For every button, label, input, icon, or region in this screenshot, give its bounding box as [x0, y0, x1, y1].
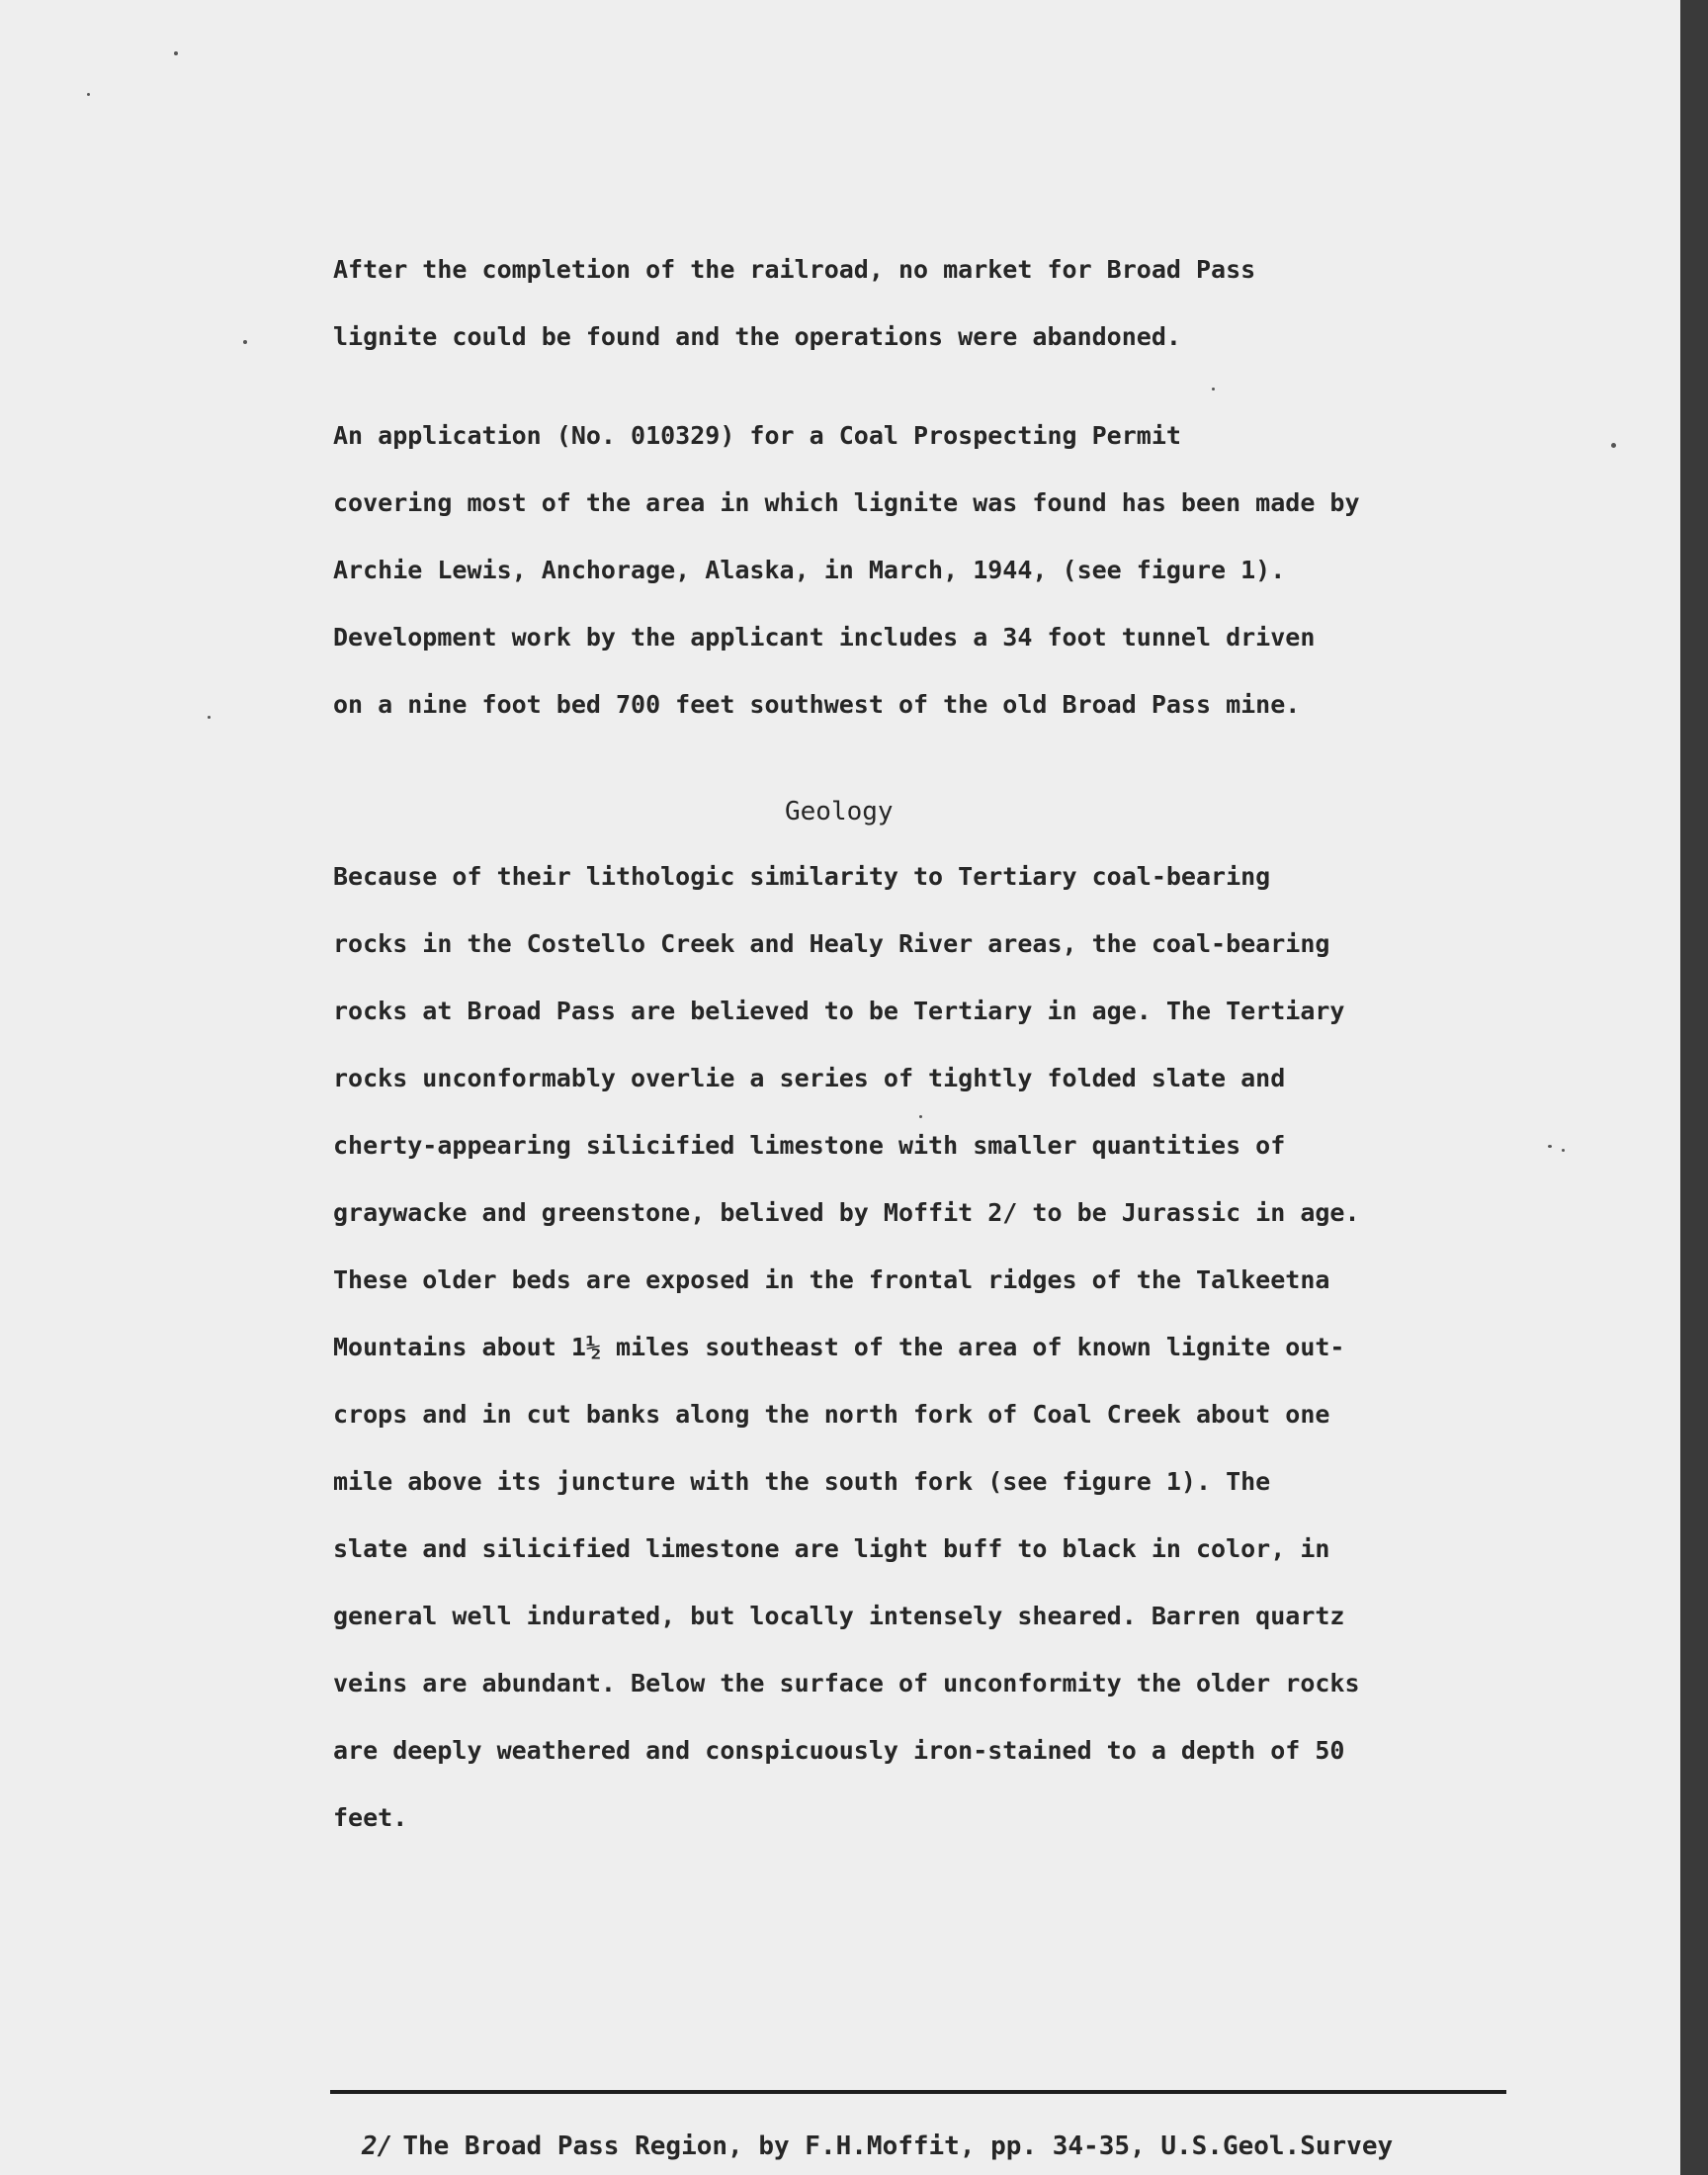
- text-line: Because of their lithologic similarity to Tertiary coal-bearing: [333, 862, 1271, 891]
- footnote: [362, 2132, 1393, 2161]
- text-line: mile above its juncture with the south fork (see figure 1). The: [333, 1467, 1271, 1496]
- scan-speck: [919, 1115, 922, 1118]
- scan-edge: [1680, 0, 1708, 2175]
- text-line: rocks in the Costello Creek and Healy River areas, the coal-bearing: [333, 929, 1330, 958]
- text-line: cherty-appearing silicified limestone with smaller quantities of: [333, 1131, 1286, 1160]
- text-line: feet.: [333, 1803, 408, 1832]
- scan-speck: [174, 51, 178, 55]
- text-line: rocks unconformably overlie a series of tightly folded slate and: [333, 1064, 1286, 1092]
- text-line: graywacke and greenstone, belived by Moffit 2/ to be Jurassic in age.: [333, 1198, 1360, 1227]
- footnote-divider: [330, 2090, 1506, 2094]
- text-line: are deeply weathered and conspicuously iron-stained to a depth of 50: [333, 1736, 1345, 1765]
- text-line: Mountains about 1½ miles southeast of the area of known lignite out-: [333, 1333, 1345, 1361]
- text-line: lignite could be found and the operations were abandoned.: [333, 322, 1181, 351]
- footnote-marker: 2/: [362, 2132, 393, 2161]
- scan-speck: [1562, 1149, 1565, 1152]
- text-line: These older beds are exposed in the frontal ridges of the Talkeetna: [333, 1265, 1330, 1294]
- text-line: After the completion of the railroad, no market for Broad Pass: [333, 255, 1256, 284]
- text-line: An application (No. 010329) for a Coal Prospecting Permit: [333, 421, 1181, 450]
- scan-speck: [243, 340, 247, 344]
- text-line: on a nine foot bed 700 feet southwest of the old Broad Pass mine.: [333, 690, 1301, 719]
- scan-speck: [208, 716, 211, 719]
- text-line: rocks at Broad Pass are believed to be Tertiary in age. The Tertiary: [333, 997, 1345, 1025]
- section-heading: Geology: [785, 797, 894, 826]
- text-line: Archie Lewis, Anchorage, Alaska, in March, 1944, (see figure 1).: [333, 556, 1286, 584]
- text-line: covering most of the area in which lignite was found has been made by: [333, 488, 1360, 517]
- text-line: veins are abundant. Below the surface of unconformity the older rocks: [333, 1669, 1360, 1697]
- footnote-text: The Broad Pass Region, by F.H.Moffit, pp. 34-35, U.S.Geol.Survey: [402, 2132, 1394, 2161]
- text-line: general well indurated, but locally intensely sheared. Barren quartz: [333, 1602, 1345, 1630]
- scan-speck: [1548, 1145, 1552, 1148]
- scan-speck: [1212, 388, 1215, 391]
- text-line: crops and in cut banks along the north fork of Coal Creek about one: [333, 1400, 1330, 1429]
- text-line: Development work by the applicant includes a 34 foot tunnel driven: [333, 623, 1316, 652]
- scan-speck: [1611, 443, 1616, 448]
- text-line: slate and silicified limestone are light buff to black in color, in: [333, 1534, 1330, 1563]
- scan-speck: [87, 93, 90, 96]
